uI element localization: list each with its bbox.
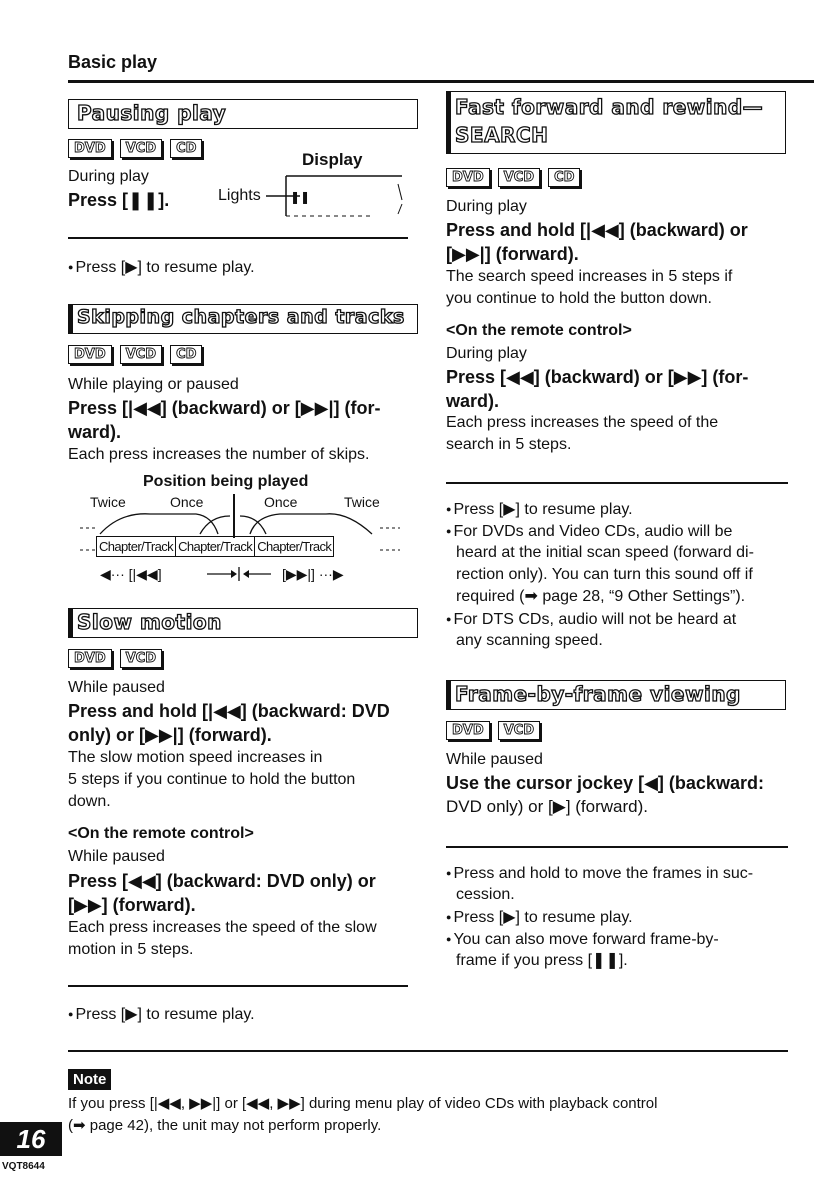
search-remote-line1: Press [◀◀] (backward) or [▶▶] (for- xyxy=(446,367,749,387)
dvd-badge: DVD xyxy=(68,649,112,668)
pausing-disc-badges xyxy=(68,139,202,158)
search-title-line1: Fast forward and rewind— xyxy=(455,95,764,119)
title-bar-accent xyxy=(447,681,451,709)
search-bullet-1: ● Press [▶] to resume play. xyxy=(446,498,633,521)
frame-bullet-1-cont: cession. xyxy=(456,886,515,903)
slow-desc-3: down. xyxy=(68,793,111,810)
search-remote-desc-2: search in 5 steps. xyxy=(446,436,572,453)
pausing-title-box xyxy=(68,99,418,129)
header-rule xyxy=(68,80,814,83)
search-desc-2: you continue to hold the button down. xyxy=(446,290,712,307)
page-number: 16 xyxy=(0,1122,62,1156)
note-line-1: If you press [|◀◀, ▶▶|] or [◀◀, ▶▶] during menu play of video CDs with playback control xyxy=(68,1095,658,1112)
search-divider xyxy=(446,482,788,484)
skipping-condition: While playing or paused xyxy=(68,376,239,393)
search-bullet-3: ● For DTS CDs, audio will not be heard at xyxy=(446,608,736,631)
search-bullet-2-cont-1: heard at the initial scan speed (forward di- xyxy=(456,544,754,561)
pausing-action: Press [❚❚]. xyxy=(68,190,170,210)
page-section-title: Basic play xyxy=(68,52,158,72)
frame-bullet-3: ● You can also move forward frame-by- xyxy=(446,928,719,951)
skipping-title-box xyxy=(68,304,418,334)
note-line-2: (➡ page 42), the unit may not perform properly. xyxy=(68,1117,382,1134)
slow-remote-desc-2: motion in 5 steps. xyxy=(68,941,194,958)
skipping-line2: ward). xyxy=(68,422,122,442)
slow-remote-heading: <On the remote control> xyxy=(68,825,254,842)
diagram-fwd-label: [▶▶|] ···▶ xyxy=(282,566,344,582)
vcd-badge: VCD xyxy=(498,168,540,187)
vcd-badge: VCD xyxy=(120,649,162,668)
slow-condition: While paused xyxy=(68,679,165,696)
search-bullet-3-cont-1: any scanning speed. xyxy=(456,632,603,649)
cd-badge: CD xyxy=(170,139,202,158)
slow-title: Slow motion xyxy=(77,610,222,634)
frame-bullet-2: ● Press [▶] to resume play. xyxy=(446,906,633,929)
search-remote-condition: During play xyxy=(446,345,527,362)
chapter-track-cell-current: Chapter/Track xyxy=(176,536,255,557)
display-indicator-graphic xyxy=(264,170,414,226)
slow-title-box xyxy=(68,608,418,638)
slow-remote-desc-1: Each press increases the speed of the slow xyxy=(68,919,377,936)
dvd-badge: DVD xyxy=(68,345,112,364)
slow-remote-line2: [▶▶] (forward). xyxy=(68,895,196,915)
slow-desc-2: 5 steps if you continue to hold the button xyxy=(68,771,356,788)
pause-symbol: ❚❚ xyxy=(290,190,311,204)
search-bullet-2-cont-2: rection only). You can turn this sound off if xyxy=(456,566,753,583)
display-label: Display xyxy=(302,150,363,169)
search-disc-badges xyxy=(446,168,580,187)
diagram-label-twice-right: Twice xyxy=(344,494,380,510)
vcd-badge: VCD xyxy=(120,345,162,364)
search-desc-1: The search speed increases in 5 steps if xyxy=(446,268,733,285)
search-bullet-2-cont-3: required (➡ page 28, “9 Other Settings”). xyxy=(456,588,746,605)
frame-bullet-1: ● Press and hold to move the frames in suc- xyxy=(446,862,753,885)
skipping-desc: Each press increases the number of skips. xyxy=(68,446,370,463)
vcd-badge: VCD xyxy=(498,721,540,740)
vcd-badge: VCD xyxy=(120,139,162,158)
chapter-track-cell-next: Chapter/Track xyxy=(255,536,334,557)
dvd-badge: DVD xyxy=(68,139,112,158)
slow-remote-condition: While paused xyxy=(68,848,165,865)
diagram-label-once-left: Once xyxy=(170,494,204,510)
slow-line1: Press and hold [|◀◀] (backward: DVD xyxy=(68,701,390,721)
title-bar-accent xyxy=(447,92,451,153)
chapter-track-row xyxy=(96,536,334,557)
frame-line1: Use the cursor jockey [◀] (backward: xyxy=(446,773,764,793)
diagram-label-twice-left: Twice xyxy=(90,494,126,510)
slow-desc-1: The slow motion speed increases in xyxy=(68,749,323,766)
frame-line2: DVD only) or [▶] (forward). xyxy=(446,797,648,816)
diagram-center-arrows xyxy=(205,566,275,582)
frame-bullet-3-cont: frame if you press [❚❚]. xyxy=(456,952,628,969)
slow-disc-badges xyxy=(68,649,162,668)
search-line2: [▶▶|] (forward). xyxy=(446,244,579,264)
frame-title: Frame-by-frame viewing xyxy=(455,682,741,706)
search-remote-line2: ward). xyxy=(446,391,500,411)
search-remote-desc-1: Each press increases the speed of the xyxy=(446,414,719,431)
note-label: Note xyxy=(68,1069,111,1090)
frame-disc-badges xyxy=(446,721,540,740)
note-divider xyxy=(68,1050,788,1052)
diagram-back-label: ◀··· [|◀◀] xyxy=(100,566,162,582)
cd-badge: CD xyxy=(548,168,580,187)
slow-divider xyxy=(68,985,408,987)
lights-label: Lights xyxy=(218,187,261,204)
cd-badge: CD xyxy=(170,345,202,364)
frame-title-box xyxy=(446,680,786,710)
dvd-badge: DVD xyxy=(446,721,490,740)
pausing-condition: During play xyxy=(68,168,149,185)
search-remote-heading: <On the remote control> xyxy=(446,322,632,339)
search-line1: Press and hold [|◀◀] (backward) or xyxy=(446,220,748,240)
pausing-bullet: ● Press [▶] to resume play. xyxy=(68,256,255,279)
skipping-title: Skipping chapters and tracks xyxy=(77,306,405,328)
skipping-line1: Press [|◀◀] (backward) or [▶▶|] (for- xyxy=(68,398,381,418)
frame-divider xyxy=(446,846,788,848)
skipping-disc-badges xyxy=(68,345,202,364)
title-bar-accent xyxy=(69,305,73,333)
slow-bullet: ● Press [▶] to resume play. xyxy=(68,1003,255,1026)
search-title-line2: SEARCH xyxy=(455,123,549,147)
chapter-track-cell-prev: Chapter/Track xyxy=(96,536,176,557)
pausing-title: Pausing play xyxy=(77,101,227,125)
pausing-divider xyxy=(68,237,408,239)
slow-remote-line1: Press [◀◀] (backward: DVD only) or xyxy=(68,871,376,891)
title-bar-accent xyxy=(69,609,73,637)
diagram-title: Position being played xyxy=(143,473,309,490)
slow-line2: only) or [▶▶|] (forward). xyxy=(68,725,272,745)
diagram-label-once-right: Once xyxy=(264,494,298,510)
search-title-box xyxy=(446,91,786,154)
search-bullet-2: ● For DVDs and Video CDs, audio will be xyxy=(446,520,732,543)
frame-condition: While paused xyxy=(446,751,543,768)
search-condition: During play xyxy=(446,198,527,215)
dvd-badge: DVD xyxy=(446,168,490,187)
document-id: VQT8644 xyxy=(2,1161,45,1172)
